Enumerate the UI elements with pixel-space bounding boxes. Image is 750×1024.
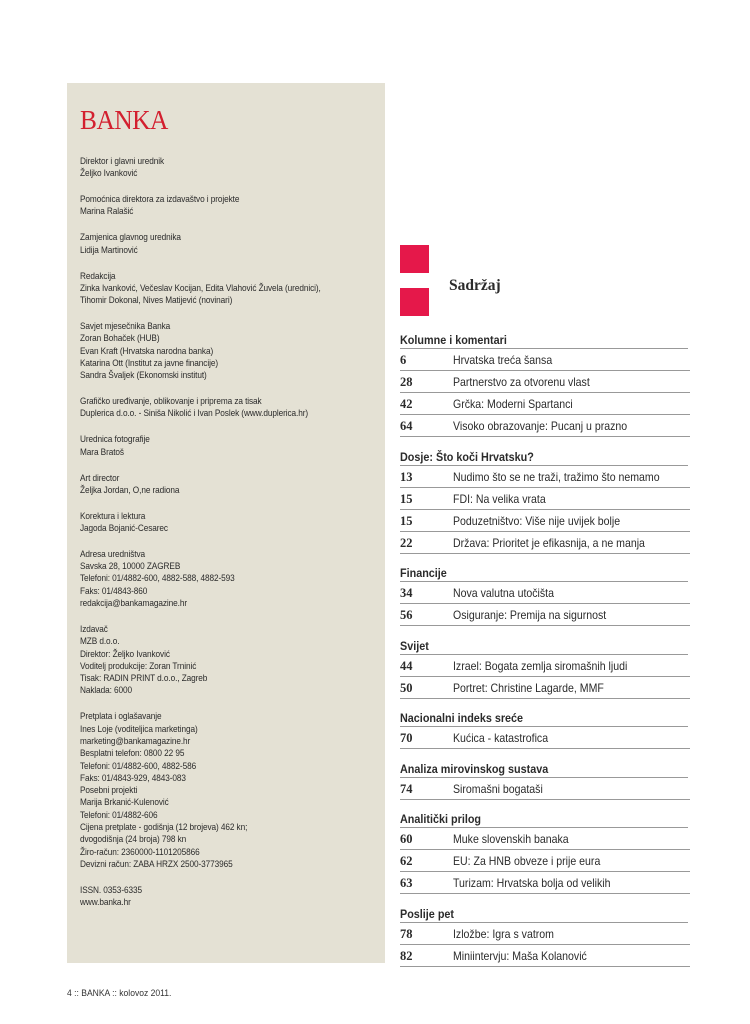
- article-title: EU: Za HNB obveze i prije eura: [453, 854, 601, 868]
- masthead-line: Redakcija: [80, 269, 116, 281]
- toc-entry[interactable]: [400, 349, 690, 371]
- toc-section: [400, 333, 690, 437]
- masthead-block: [80, 710, 373, 870]
- article-title: Hrvatska treća šansa: [453, 353, 553, 367]
- masthead-line: Lidija Martinović: [80, 243, 138, 255]
- masthead-line: Posebni projekti: [80, 784, 138, 796]
- page-number: 28: [400, 375, 413, 389]
- section-title: Svijet: [400, 639, 688, 655]
- toc-entry[interactable]: [400, 872, 690, 894]
- article-title: Osiguranje: Premija na sigurnost: [453, 608, 607, 622]
- masthead-line: Urednica fotografije: [80, 433, 150, 445]
- masthead-line: Savska 28, 10000 ZAGREB: [80, 560, 181, 572]
- toc-entry[interactable]: [400, 582, 690, 604]
- banka-logo: BANKA: [80, 105, 168, 135]
- masthead-line: Direktor i glavni urednik: [80, 155, 165, 166]
- toc-entry[interactable]: [400, 604, 690, 626]
- toc-entry[interactable]: [400, 850, 690, 872]
- page-number: 50: [400, 680, 413, 695]
- toc-section: [400, 762, 690, 800]
- page-number: 82: [400, 948, 413, 963]
- article-title: Siromašni bogataši: [453, 781, 543, 796]
- masthead-line: Jagoda Bojanić-Cesarec: [80, 521, 168, 533]
- table-of-contents: [400, 333, 690, 979]
- masthead-line: Telefoni: 01/4882-600, 4882-586: [80, 759, 197, 771]
- masthead-block: [80, 472, 373, 497]
- toc-entry[interactable]: [400, 488, 690, 510]
- toc-entry[interactable]: [400, 727, 690, 749]
- masthead-line: Tisak: RADIN PRINT d.o.o., Zagreb: [80, 672, 208, 684]
- article-title: Miniintervju: Maša Kolanović: [453, 948, 587, 963]
- masthead-line: Ines Loje (voditeljica marketinga): [80, 722, 198, 734]
- article-title: Kućica - katastrofica: [453, 731, 549, 745]
- masthead-line: Zamjenica glavnog urednika: [80, 231, 181, 243]
- toc-title: Sadržaj: [449, 277, 501, 294]
- article-title: Turizam: Hrvatska bolja od velikih: [453, 876, 611, 890]
- masthead-line: Željko Ivanković: [80, 167, 138, 179]
- section-title: Kolumne i komentari: [400, 333, 688, 349]
- masthead-block: [80, 623, 373, 697]
- masthead-line: dvogodišnja (24 broja) 798 kn: [80, 833, 187, 845]
- masthead-line: Pomoćnica direktora za izdavaštvo i projekte: [80, 193, 240, 205]
- article-title: Nova valutna utočišta: [453, 586, 554, 600]
- page-number: 22: [400, 535, 413, 550]
- toc-entry[interactable]: [400, 677, 690, 699]
- toc-section: [400, 907, 690, 967]
- masthead-line: Telefoni: 01/4882-600, 4882-588, 4882-593: [80, 572, 235, 584]
- section-title: Analitički prilog: [400, 812, 688, 828]
- toc-entry[interactable]: [400, 371, 690, 393]
- masthead-line: Marina Ralašić: [80, 205, 134, 217]
- masthead-line: Zoran Bohaček (HUB): [80, 332, 160, 344]
- masthead-line: Pretplata i oglašavanje: [80, 710, 162, 722]
- masthead-block: [80, 510, 373, 535]
- page-number: 62: [400, 854, 413, 868]
- masthead-line: Devizni račun: ZABA HRZX 2500-3773965: [80, 857, 233, 869]
- masthead-credits: [80, 155, 373, 908]
- masthead-block: [80, 193, 373, 218]
- masthead-panel: [67, 83, 385, 963]
- masthead-block: [80, 433, 373, 458]
- page-number: 6: [400, 353, 407, 367]
- page-number: 15: [400, 491, 413, 506]
- toc-entry[interactable]: [400, 655, 690, 677]
- masthead-line: Korektura i lektura: [80, 509, 146, 521]
- article-title: Država: Prioritet je efikasnija, a ne manja: [453, 535, 645, 550]
- masthead-line: Evan Kraft (Hrvatska narodna banka): [80, 344, 214, 356]
- toc-section: [400, 450, 690, 554]
- page-number: 64: [400, 419, 413, 433]
- masthead-line: Faks: 01/4843-929, 4843-083: [80, 771, 186, 783]
- masthead-line: Adresa uredništva: [80, 547, 146, 559]
- masthead-line: Faks: 01/4843-860: [80, 584, 148, 596]
- article-title: FDI: Na velika vrata: [453, 491, 546, 506]
- article-title: Izrael: Bogata zemlja siromašnih ljudi: [453, 658, 628, 673]
- masthead-line: MZB d.o.o.: [80, 635, 120, 647]
- masthead-line: Voditelj produkcije: Zoran Trninić: [80, 659, 197, 671]
- article-title: Portret: Christine Lagarde, MMF: [453, 680, 604, 695]
- masthead-block: [80, 884, 373, 909]
- article-title: Muke slovenskih banaka: [453, 832, 569, 846]
- masthead-line: Sandra Švaljek (Ekonomski institut): [80, 369, 207, 381]
- article-title: Nudimo što se ne traži, tražimo što nemamo: [453, 469, 660, 484]
- toc-entry[interactable]: [400, 828, 690, 850]
- article-title: Partnerstvo za otvorenu vlast: [453, 375, 590, 389]
- masthead-line: Željka Jordan, O,ne radiona: [80, 483, 180, 495]
- article-title: Visoko obrazovanje: Pucanj u prazno: [453, 419, 628, 433]
- page-number: 63: [400, 876, 413, 890]
- masthead-line: Katarina Ott (Institut za javne financije): [80, 356, 219, 368]
- toc-entry[interactable]: [400, 415, 690, 437]
- toc-entry[interactable]: [400, 923, 690, 945]
- masthead-line: www.banka.hr: [80, 896, 131, 908]
- masthead-line: Zinka Ivanković, Večeslav Kocijan, Edita Vlahović Žuvela (urednici),: [80, 281, 321, 293]
- masthead-line: Izdavač: [80, 622, 108, 634]
- masthead-line: Cijena pretplate - godišnja (12 brojeva) 462 kn;: [80, 821, 248, 832]
- page-footer: 4 :: BANKA :: kolovoz 2011.: [67, 988, 172, 999]
- masthead-line: redakcija@bankamagazine.hr: [80, 597, 187, 609]
- article-title: Izložbe: Igra s vatrom: [453, 926, 554, 941]
- page-number: 74: [400, 781, 413, 796]
- page-number: 78: [400, 926, 413, 941]
- toc-section: [400, 711, 690, 749]
- red-square-decoration: [400, 288, 429, 316]
- section-title: Dosje: Što koči Hrvatsku?: [400, 450, 688, 466]
- page-number: 34: [400, 586, 413, 600]
- toc-section: [400, 812, 690, 894]
- page-number: 70: [400, 731, 413, 745]
- masthead-block: [80, 231, 373, 256]
- toc-entry[interactable]: [400, 778, 690, 800]
- masthead-block: [80, 548, 373, 609]
- masthead-line: ISSN. 0353-6335: [80, 883, 142, 895]
- toc-entry[interactable]: [400, 945, 690, 967]
- masthead-block: [80, 395, 373, 420]
- masthead-line: Žiro-račun: 2360000-1101205866: [80, 845, 200, 857]
- red-square-decoration: [400, 245, 429, 273]
- masthead-line: Art director: [80, 471, 120, 483]
- section-title: Poslije pet: [400, 907, 688, 923]
- page-number: 44: [400, 658, 413, 673]
- masthead-line: Marija Brkanić-Kulenović: [80, 796, 169, 808]
- page-number: 42: [400, 397, 413, 411]
- section-title: Analiza mirovinskog sustava: [400, 762, 688, 778]
- toc-entry[interactable]: [400, 393, 690, 415]
- masthead-line: Savjet mjesečnika Banka: [80, 320, 171, 332]
- masthead-line: Grafičko uređivanje, oblikovanje i priprema za tisak: [80, 395, 262, 407]
- masthead-line: Direktor: Željko Ivanković: [80, 647, 170, 659]
- masthead-line: Tihomir Dokonal, Nives Matijević (novinari): [80, 294, 233, 306]
- masthead-line: Besplatni telefon: 0800 22 95: [80, 747, 185, 759]
- section-title: Financije: [400, 566, 688, 582]
- toc-entry[interactable]: [400, 510, 690, 532]
- page-number: 60: [400, 832, 413, 846]
- masthead-line: Mara Bratoš: [80, 445, 124, 457]
- masthead-line: Naklada: 6000: [80, 684, 133, 696]
- toc-entry[interactable]: [400, 466, 690, 488]
- article-title: Grčka: Moderni Spartanci: [453, 397, 573, 411]
- section-title: Nacionalni indeks sreće: [400, 711, 688, 727]
- masthead-line: marketing@bankamagazine.hr: [80, 734, 191, 746]
- masthead-block: [80, 270, 373, 307]
- page-number: 15: [400, 513, 413, 528]
- toc-section: [400, 639, 690, 699]
- page-number: 13: [400, 469, 413, 484]
- page-number: 56: [400, 608, 413, 622]
- masthead-line: Telefoni: 01/4882-606: [80, 808, 158, 820]
- toc-section: [400, 566, 690, 626]
- masthead-line: Duplerica d.o.o. - Siniša Nikolić i Ivan Poslek (www.duplerica.hr): [80, 407, 309, 419]
- masthead-block: [80, 155, 373, 180]
- toc-entry[interactable]: [400, 532, 690, 554]
- article-title: Poduzetništvo: Više nije uvijek bolje: [453, 513, 621, 528]
- masthead-block: [80, 320, 373, 381]
